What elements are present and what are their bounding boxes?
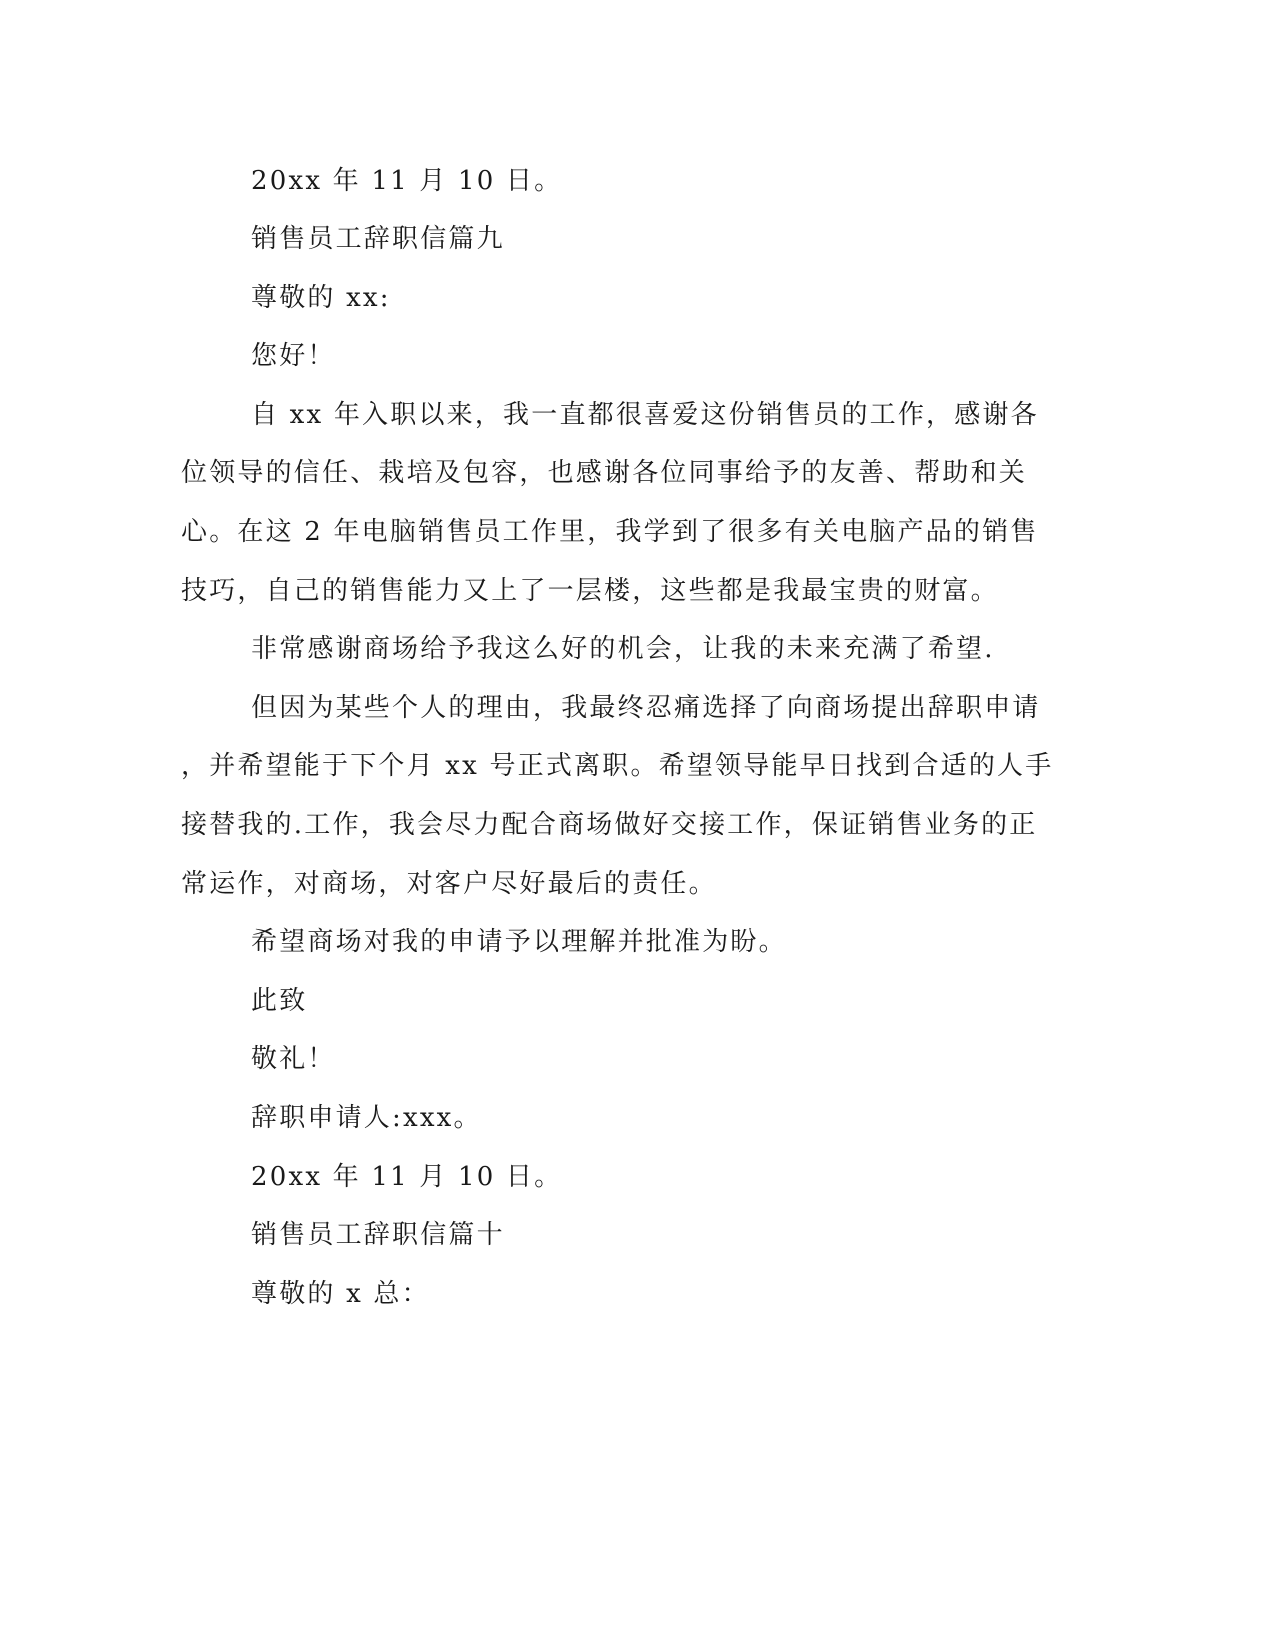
date-line: 20xx 年 11 月 10 日。 [251,166,563,196]
closing-line: 此致 [251,986,308,1016]
paragraph-line: 自 xx 年入职以来，我一直都很喜爱这份销售员的工作，感谢各 [251,400,1039,430]
paragraph-line: 位领导的信任、栽培及包容，也感谢各位同事给予的友善、帮助和关 [181,458,1028,488]
letter-heading: 销售员工辞职信篇九 [251,224,505,254]
paragraph-line: 心。在这 2 年电脑销售员工作里，我学到了很多有关电脑产品的销售 [181,517,1039,547]
paragraph-line: 非常感谢商场给予我这么好的机会，让我的未来充满了希望. [251,634,995,664]
closing-line: 敬礼！ [251,1044,336,1074]
paragraph-line: 希望商场对我的申请予以理解并批准为盼。 [251,927,787,957]
paragraph-line: ，并希望能于下个月 xx 号正式离职。希望领导能早日找到合适的人手 [181,751,1054,781]
paragraph-line: 但因为某些个人的理由，我最终忍痛选择了向商场提出辞职申请 [251,693,1041,723]
signature-line: 辞职申请人:xxx。 [251,1103,482,1133]
letter-heading: 销售员工辞职信篇十 [251,1220,505,1250]
paragraph-line: 接替我的.工作，我会尽力配合商场做好交接工作，保证销售业务的正 [181,810,1038,840]
greeting: 您好！ [251,341,336,371]
paragraph-line: 技巧，自己的销售能力又上了一层楼，这些都是我最宝贵的财富。 [181,576,999,606]
date-line: 20xx 年 11 月 10 日。 [251,1162,563,1192]
salutation: 尊敬的 xx: [251,283,391,313]
paragraph-line: 常运作，对商场，对客户尽好最后的责任。 [181,869,717,899]
salutation: 尊敬的 x 总： [251,1279,430,1309]
